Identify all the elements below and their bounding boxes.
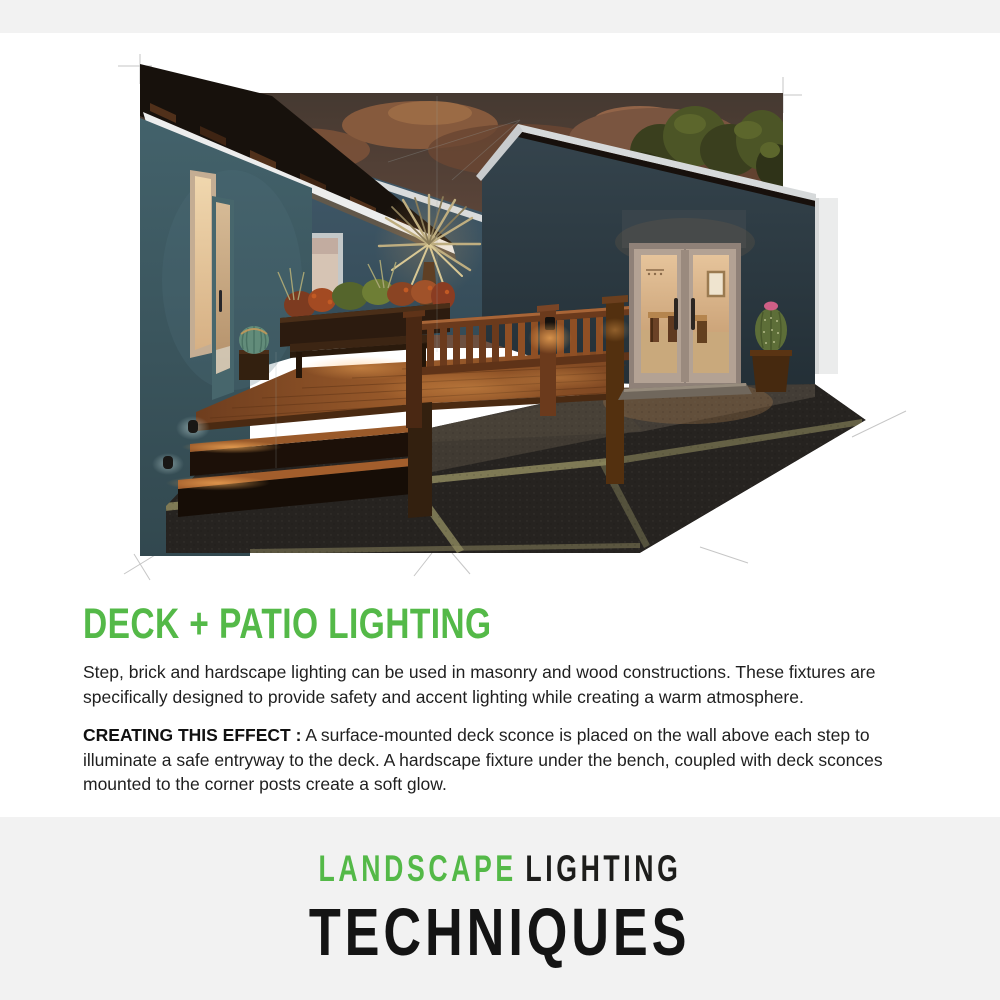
content-section bbox=[83, 600, 947, 797]
door-handle bbox=[219, 290, 222, 312]
cactus-pot-left bbox=[239, 326, 269, 380]
door-handle-left bbox=[674, 298, 678, 330]
step-sconce-1 bbox=[176, 416, 210, 440]
cactus-flower bbox=[764, 302, 778, 311]
series-title: TECHNIQUES bbox=[309, 895, 691, 970]
effect-paragraph bbox=[83, 723, 947, 797]
brand-line bbox=[0, 848, 1000, 890]
brand-word-landscape: LANDSCAPE bbox=[318, 848, 517, 889]
newel-post bbox=[406, 316, 422, 428]
french-doors bbox=[618, 243, 752, 400]
section-title: DECK + PATIO LIGHTING bbox=[83, 600, 492, 648]
effect-text: A surface-mounted deck sconce is placed on the wall above each step to illuminate a safe entryway to the deck. A hardscape fixture under the bench, coupled with deck sconces mounted to the corner posts create a soft glow. bbox=[83, 725, 883, 794]
footer-band bbox=[0, 817, 1000, 1000]
glass-door bbox=[212, 196, 234, 400]
door-handle-right bbox=[691, 298, 695, 330]
brand-word-lighting: LIGHTING bbox=[525, 848, 682, 889]
effect-label: CREATING THIS EFFECT : bbox=[83, 725, 302, 745]
intro-paragraph: Step, brick and hardscape lighting can be used in masonry and wood constructions. These fixtures are specifically designed to provide safety and accent lighting while creating a warm atmosphere. bbox=[83, 662, 876, 707]
step-sconce-2 bbox=[152, 453, 184, 475]
